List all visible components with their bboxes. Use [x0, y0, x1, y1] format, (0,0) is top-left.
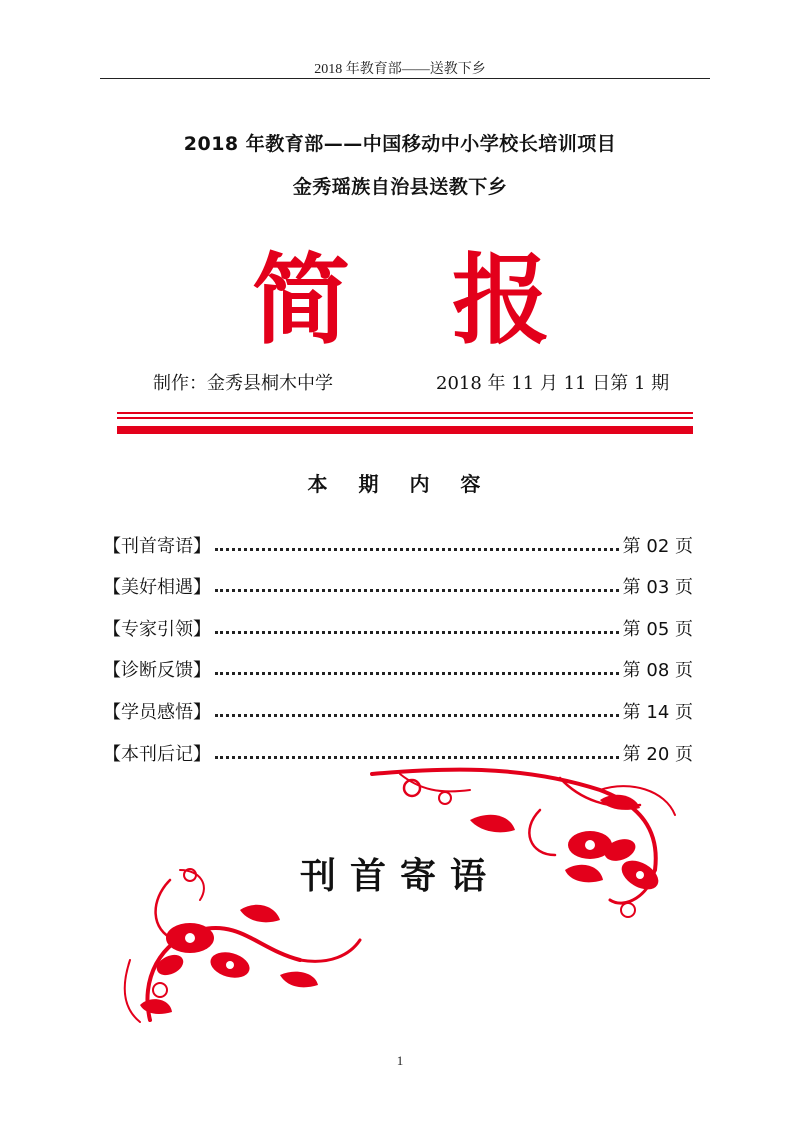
toc-leader-dots	[215, 589, 619, 592]
producer-text: 制作：金秀县桐木中学	[153, 373, 333, 394]
toc-item[interactable]	[103, 558, 693, 600]
toc-item[interactable]	[103, 599, 693, 641]
toc-item-page: 第 20 页	[622, 743, 693, 765]
running-header: 2018 年教育部——送教下乡	[314, 62, 486, 77]
issue-date-text: 2018 年 11 月 11 日第 1 期	[436, 373, 670, 394]
toc-item-page: 第 05 页	[622, 618, 693, 640]
red-rule-thin-bottom	[117, 417, 693, 419]
toc-item[interactable]	[103, 682, 693, 724]
toc-heading: 本 期 内 容	[307, 472, 493, 496]
toc-item-page: 第 02 页	[622, 535, 693, 557]
toc-item-label: 【专家引领】	[103, 618, 211, 640]
toc-item-page: 第 08 页	[622, 660, 693, 682]
masthead-char-2: 报	[452, 243, 551, 358]
page-number: 1	[396, 1053, 404, 1068]
section-banner: 刊首寄语	[299, 855, 500, 897]
toc-item-page: 第 03 页	[622, 577, 693, 599]
toc-leader-dots	[215, 756, 619, 759]
toc-item-label: 【刊首寄语】	[103, 535, 211, 557]
title-line-2: 金秀瑶族自治县送教下乡	[292, 176, 508, 198]
toc-item[interactable]	[103, 641, 693, 683]
header-rule	[100, 78, 710, 79]
red-rule-thick	[117, 426, 693, 434]
toc-item-label: 【美好相遇】	[103, 577, 211, 599]
toc-leader-dots	[215, 548, 619, 551]
toc-leader-dots	[215, 672, 619, 675]
toc-item-page: 第 14 页	[622, 701, 693, 723]
toc-item-label: 【学员感悟】	[103, 701, 211, 723]
toc-item-label: 【诊断反馈】	[103, 660, 211, 682]
toc-item[interactable]	[103, 516, 693, 558]
red-rule-thin-top	[117, 412, 693, 414]
toc-leader-dots	[215, 714, 619, 717]
title-line-1: 2018 年教育部——中国移动中小学校长培训项目	[183, 133, 617, 155]
floral-ornament	[0, 760, 800, 1040]
masthead-char-1: 简	[252, 243, 351, 358]
toc-item-label: 【本刊后记】	[103, 743, 211, 765]
toc-leader-dots	[215, 631, 619, 634]
toc-list	[103, 516, 693, 766]
